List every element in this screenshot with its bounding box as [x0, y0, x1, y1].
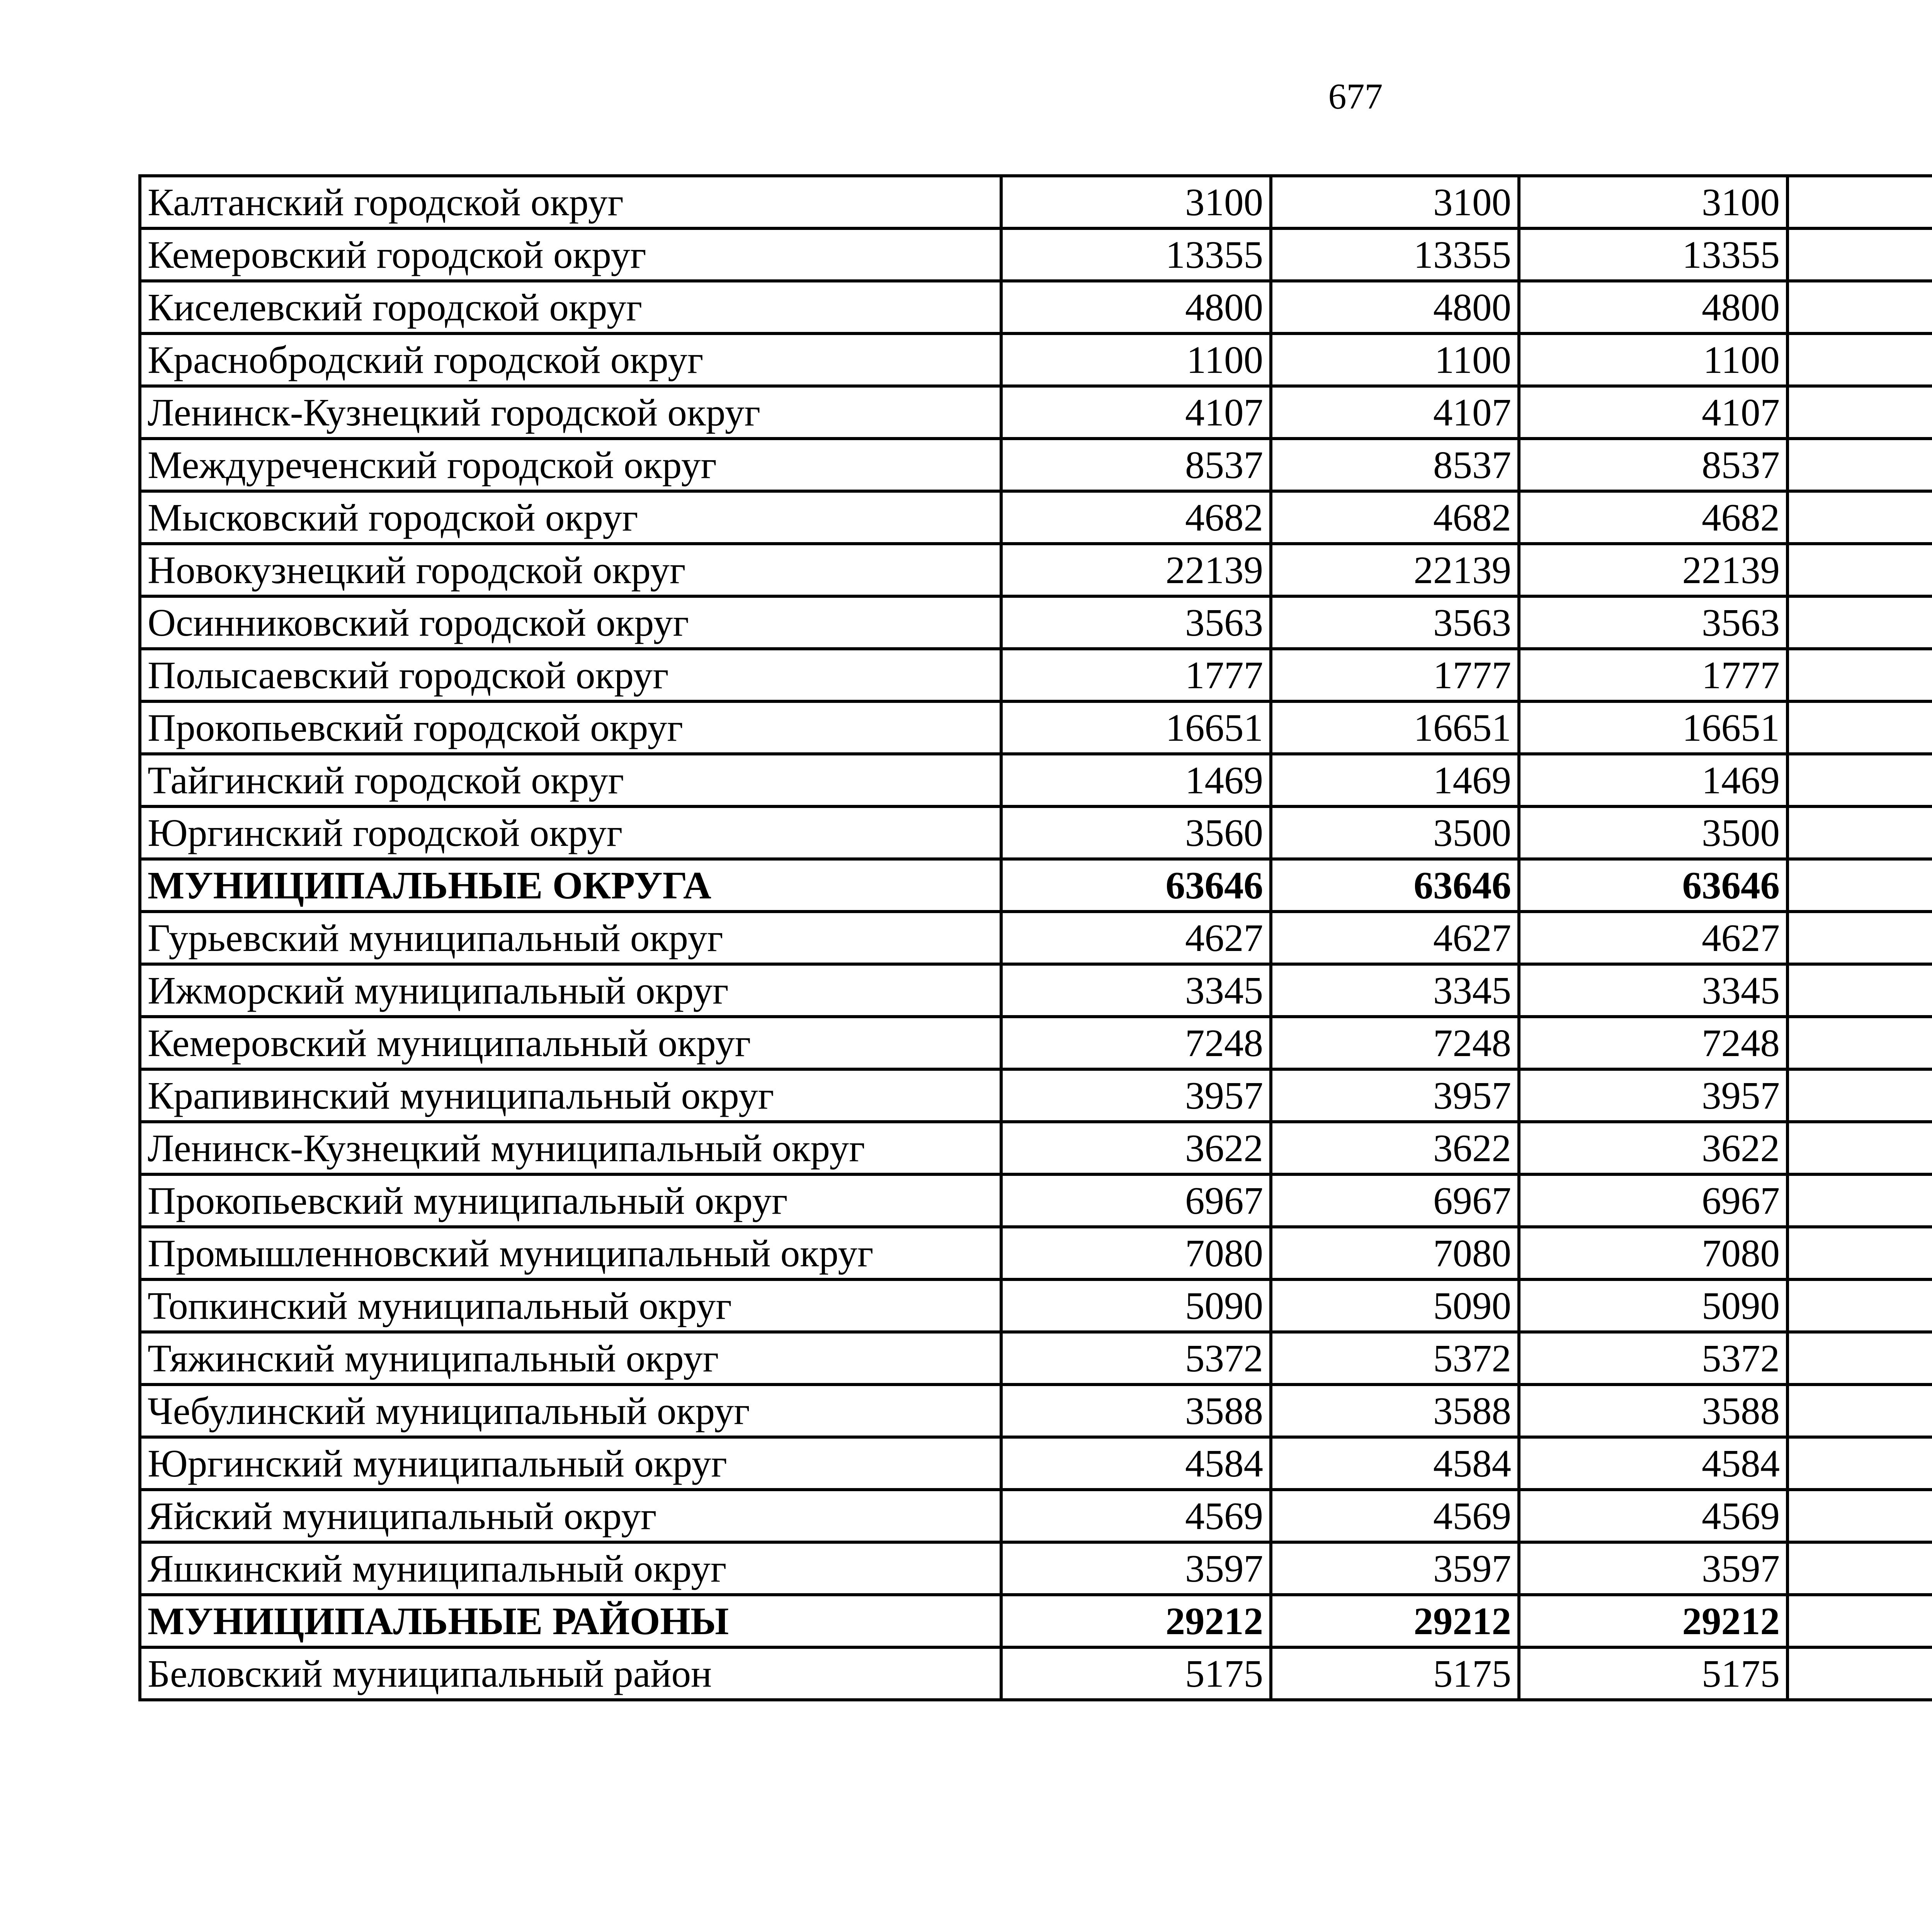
value-cell-col3: 13355	[1519, 228, 1787, 281]
table-row	[140, 1647, 1932, 1700]
value-cell-col4	[1787, 176, 1932, 228]
value-cell-col3: 3345	[1519, 964, 1787, 1017]
section-total-row	[140, 859, 1932, 912]
value-cell-col3: 1100	[1519, 333, 1787, 386]
municipality-name-cell: Прокопьевский муниципальный округ	[140, 1174, 1001, 1227]
value-cell-col4	[1787, 333, 1932, 386]
value-cell-col4	[1787, 912, 1932, 964]
municipality-name-cell: Краснобродский городской округ	[140, 333, 1001, 386]
value-cell-col4	[1787, 1122, 1932, 1174]
value-cell-col1: 7080	[1001, 1227, 1271, 1279]
value-cell-col2: 5175	[1271, 1647, 1519, 1700]
value-cell-col1: 16651	[1001, 701, 1271, 754]
value-cell-col2: 5372	[1271, 1332, 1519, 1385]
value-cell-col4	[1787, 1174, 1932, 1227]
value-cell-col1: 6967	[1001, 1174, 1271, 1227]
table-row	[140, 912, 1932, 964]
value-cell-col4	[1787, 228, 1932, 281]
value-cell-col2: 3500	[1271, 806, 1519, 859]
municipality-name-cell: Полысаевский городской округ	[140, 649, 1001, 701]
value-cell-col2: 4682	[1271, 491, 1519, 544]
value-cell-col2: 3563	[1271, 596, 1519, 649]
value-cell-col3: 29212	[1519, 1595, 1787, 1647]
municipality-name-cell: МУНИЦИПАЛЬНЫЕ РАЙОНЫ	[140, 1595, 1001, 1647]
municipality-name-cell: Калтанский городской округ	[140, 176, 1001, 228]
table-row	[140, 701, 1932, 754]
table-row	[140, 1174, 1932, 1227]
municipality-name-cell: Ленинск-Кузнецкий городской округ	[140, 386, 1001, 439]
value-cell-col3: 3588	[1519, 1385, 1787, 1437]
value-cell-col2: 5090	[1271, 1279, 1519, 1332]
value-cell-col3: 3500	[1519, 806, 1787, 859]
value-cell-col1: 13355	[1001, 228, 1271, 281]
value-cell-col1: 1777	[1001, 649, 1271, 701]
section-total-row	[140, 1595, 1932, 1647]
value-cell-col4	[1787, 1069, 1932, 1122]
table-row	[140, 439, 1932, 491]
value-cell-col3: 3563	[1519, 596, 1787, 649]
table-row	[140, 544, 1932, 596]
value-cell-col3: 4627	[1519, 912, 1787, 964]
value-cell-col1: 3588	[1001, 1385, 1271, 1437]
table-row	[140, 1122, 1932, 1174]
value-cell-col2: 22139	[1271, 544, 1519, 596]
value-cell-col2: 29212	[1271, 1595, 1519, 1647]
table-row	[140, 1227, 1932, 1279]
municipality-name-cell: Юргинский городской округ	[140, 806, 1001, 859]
value-cell-col1: 5090	[1001, 1279, 1271, 1332]
value-cell-col3: 63646	[1519, 859, 1787, 912]
municipality-name-cell: Тяжинский муниципальный округ	[140, 1332, 1001, 1385]
municipality-name-cell: Кемеровский городской округ	[140, 228, 1001, 281]
value-cell-col3: 1777	[1519, 649, 1787, 701]
value-cell-col4	[1787, 1017, 1932, 1069]
municipality-name-cell: Топкинский муниципальный округ	[140, 1279, 1001, 1332]
value-cell-col3: 8537	[1519, 439, 1787, 491]
value-cell-col3: 5175	[1519, 1647, 1787, 1700]
municipality-name-cell: Кемеровский муниципальный округ	[140, 1017, 1001, 1069]
value-cell-col1: 3957	[1001, 1069, 1271, 1122]
value-cell-col2: 3100	[1271, 176, 1519, 228]
value-cell-col2: 63646	[1271, 859, 1519, 912]
value-cell-col2: 4800	[1271, 281, 1519, 333]
value-cell-col1: 1100	[1001, 333, 1271, 386]
municipality-name-cell: Чебулинский муниципальный округ	[140, 1385, 1001, 1437]
value-cell-col4	[1787, 544, 1932, 596]
value-cell-col2: 1469	[1271, 754, 1519, 806]
value-cell-col4	[1787, 596, 1932, 649]
value-cell-col3: 5090	[1519, 1279, 1787, 1332]
municipality-name-cell: Ленинск-Кузнецкий муниципальный округ	[140, 1122, 1001, 1174]
value-cell-col3: 1469	[1519, 754, 1787, 806]
value-cell-col3: 7248	[1519, 1017, 1787, 1069]
value-cell-col1: 3100	[1001, 176, 1271, 228]
municipality-name-cell: Новокузнецкий городской округ	[140, 544, 1001, 596]
value-cell-col1: 3597	[1001, 1542, 1271, 1595]
value-cell-col1: 7248	[1001, 1017, 1271, 1069]
value-cell-col3: 4107	[1519, 386, 1787, 439]
value-cell-col2: 16651	[1271, 701, 1519, 754]
value-cell-col2: 3957	[1271, 1069, 1519, 1122]
value-cell-col1: 3345	[1001, 964, 1271, 1017]
municipality-name-cell: Междуреченский городской округ	[140, 439, 1001, 491]
value-cell-col4	[1787, 649, 1932, 701]
table-row	[140, 228, 1932, 281]
value-cell-col3: 6967	[1519, 1174, 1787, 1227]
value-cell-col1: 3563	[1001, 596, 1271, 649]
municipality-name-cell: Юргинский муниципальный округ	[140, 1437, 1001, 1490]
municipality-name-cell: МУНИЦИПАЛЬНЫЕ ОКРУГА	[140, 859, 1001, 912]
table-body	[140, 176, 1932, 1700]
value-cell-col4	[1787, 1490, 1932, 1542]
value-cell-col2: 3622	[1271, 1122, 1519, 1174]
value-cell-col4	[1787, 281, 1932, 333]
value-cell-col1: 3622	[1001, 1122, 1271, 1174]
value-cell-col1: 29212	[1001, 1595, 1271, 1647]
value-cell-col2: 4584	[1271, 1437, 1519, 1490]
table-row	[140, 1279, 1932, 1332]
value-cell-col3: 4682	[1519, 491, 1787, 544]
table-row	[140, 281, 1932, 333]
municipality-name-cell: Ижморский муниципальный округ	[140, 964, 1001, 1017]
value-cell-col3: 22139	[1519, 544, 1787, 596]
value-cell-col2: 8537	[1271, 439, 1519, 491]
value-cell-col3: 4584	[1519, 1437, 1787, 1490]
value-cell-col1: 8537	[1001, 439, 1271, 491]
municipality-name-cell: Яшкинский муниципальный округ	[140, 1542, 1001, 1595]
value-cell-col2: 7080	[1271, 1227, 1519, 1279]
municipality-name-cell: Крапивинский муниципальный округ	[140, 1069, 1001, 1122]
value-cell-col3: 4800	[1519, 281, 1787, 333]
table-row	[140, 1069, 1932, 1122]
page-number: 677	[1328, 77, 1383, 117]
municipality-name-cell: Беловский муниципальный район	[140, 1647, 1001, 1700]
value-cell-col1: 63646	[1001, 859, 1271, 912]
value-cell-col1: 5372	[1001, 1332, 1271, 1385]
table-row	[140, 386, 1932, 439]
value-cell-col4	[1787, 859, 1932, 912]
value-cell-col1: 4682	[1001, 491, 1271, 544]
value-cell-col1: 1469	[1001, 754, 1271, 806]
value-cell-col2: 4627	[1271, 912, 1519, 964]
value-cell-col4	[1787, 1647, 1932, 1700]
table-row	[140, 1017, 1932, 1069]
value-cell-col1: 22139	[1001, 544, 1271, 596]
value-cell-col4	[1787, 806, 1932, 859]
municipality-name-cell: Киселевский городской округ	[140, 281, 1001, 333]
municipality-name-cell: Прокопьевский городской округ	[140, 701, 1001, 754]
value-cell-col4	[1787, 1542, 1932, 1595]
table-row	[140, 964, 1932, 1017]
value-cell-col4	[1787, 1595, 1932, 1647]
value-cell-col1: 3560	[1001, 806, 1271, 859]
municipality-name-cell: Мысковский городской округ	[140, 491, 1001, 544]
value-cell-col4	[1787, 1227, 1932, 1279]
value-cell-col2: 13355	[1271, 228, 1519, 281]
table-row	[140, 491, 1932, 544]
municipality-name-cell: Осинниковский городской округ	[140, 596, 1001, 649]
value-cell-col1: 5175	[1001, 1647, 1271, 1700]
table-row	[140, 1437, 1932, 1490]
value-cell-col1: 4569	[1001, 1490, 1271, 1542]
municipality-name-cell: Яйский муниципальный округ	[140, 1490, 1001, 1542]
value-cell-col4	[1787, 1332, 1932, 1385]
table-row	[140, 596, 1932, 649]
value-cell-col3: 16651	[1519, 701, 1787, 754]
table-row	[140, 806, 1932, 859]
value-cell-col2: 3597	[1271, 1542, 1519, 1595]
value-cell-col4	[1787, 1385, 1932, 1437]
value-cell-col3: 3957	[1519, 1069, 1787, 1122]
value-cell-col2: 7248	[1271, 1017, 1519, 1069]
table-row	[140, 1490, 1932, 1542]
budget-table	[138, 174, 1932, 1701]
value-cell-col3: 3100	[1519, 176, 1787, 228]
municipality-name-cell: Гурьевский муниципальный округ	[140, 912, 1001, 964]
value-cell-col4	[1787, 439, 1932, 491]
value-cell-col2: 4107	[1271, 386, 1519, 439]
value-cell-col2: 3345	[1271, 964, 1519, 1017]
value-cell-col4	[1787, 754, 1932, 806]
value-cell-col4	[1787, 964, 1932, 1017]
municipality-name-cell: Промышленновский муниципальный округ	[140, 1227, 1001, 1279]
value-cell-col2: 1100	[1271, 333, 1519, 386]
value-cell-col2: 4569	[1271, 1490, 1519, 1542]
value-cell-col3: 5372	[1519, 1332, 1787, 1385]
value-cell-col1: 4107	[1001, 386, 1271, 439]
value-cell-col1: 4584	[1001, 1437, 1271, 1490]
table-row	[140, 176, 1932, 228]
value-cell-col4	[1787, 1437, 1932, 1490]
value-cell-col4	[1787, 1279, 1932, 1332]
value-cell-col3: 7080	[1519, 1227, 1787, 1279]
table-row	[140, 649, 1932, 701]
table-row	[140, 754, 1932, 806]
table-row	[140, 333, 1932, 386]
value-cell-col3: 3597	[1519, 1542, 1787, 1595]
value-cell-col3: 4569	[1519, 1490, 1787, 1542]
table-row	[140, 1332, 1932, 1385]
table-row	[140, 1542, 1932, 1595]
municipality-name-cell: Тайгинский городской округ	[140, 754, 1001, 806]
value-cell-col1: 4627	[1001, 912, 1271, 964]
value-cell-col2: 3588	[1271, 1385, 1519, 1437]
value-cell-col1: 4800	[1001, 281, 1271, 333]
value-cell-col2: 6967	[1271, 1174, 1519, 1227]
value-cell-col4	[1787, 701, 1932, 754]
value-cell-col3: 3622	[1519, 1122, 1787, 1174]
value-cell-col2: 1777	[1271, 649, 1519, 701]
value-cell-col4	[1787, 491, 1932, 544]
value-cell-col4	[1787, 386, 1932, 439]
table-row	[140, 1385, 1932, 1437]
